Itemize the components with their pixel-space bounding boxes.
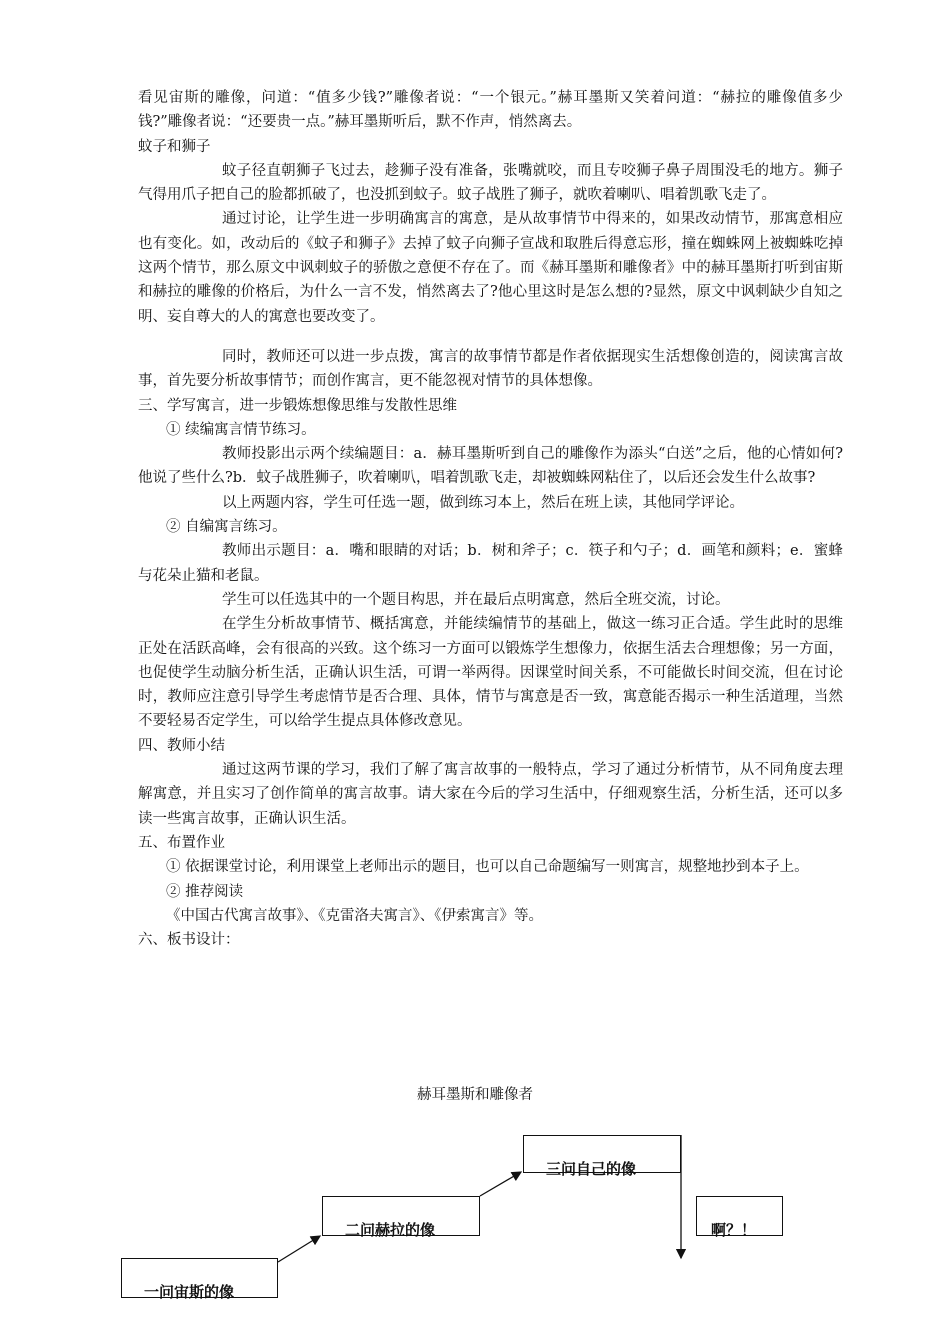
section-heading: 六、板书设计： [138, 932, 240, 949]
section-title: 蚊子和狮子 [138, 138, 211, 155]
paragraph: 教师出示题目：a．嘴和眼睛的对话；b．树和斧子；c．筷子和勺子；d．画笔和颜料；e．蜜蜂与花朵止猫和老鼠。 [138, 543, 843, 584]
section-heading: 三、学写寓言，进一步锻炼想像思维与发散性思维 [138, 397, 457, 414]
sub-heading: ② 自编寓言练习。 [166, 519, 287, 536]
section-heading: 五、布置作业 [138, 834, 225, 851]
board-step2-label: 二问赫拉的像 [345, 1221, 436, 1239]
paragraph: 通过讨论，让学生进一步明确寓言的寓意，是从故事情节中得来的，如果改动情节，那寓意相应也有变化。如，改动后的《蚊子和狮子》去掉了蚊子向狮子宣战和取胜后得意忘形，撞在蜘蛛网上被蜘蛛吃掉这两个情节，那么原文中讽刺蚊子的骄傲之意便不存在了。而《赫耳墨斯和雕像者》中的赫耳墨斯打听到宙斯和赫拉的雕像的价格后，为什么一言不发，悄然离去了?他心里这时是怎么想的?显然，原文中讽刺缺少自知之明、妄自尊大的人的寓意也要改变了。 [138, 211, 843, 325]
paragraph: 通过这两节课的学习，我们了解了寓言故事的一般特点，学习了通过分析情节，从不同角度去理解寓意，并且实习了创作简单的寓言故事。请大家在今后的学习生活中，仔细观察生活，分析生活，还可以多读一些寓言故事，正确认识生活。 [138, 762, 843, 827]
paragraph: 蚊子径直朝狮子飞过去，趁狮子没有准备，张嘴就咬，而且专咬狮子鼻子周围没毛的地方。狮子气得用爪子把自己的脸都抓破了，也没抓到蚊子。蚊子战胜了狮子，就吹着喇叭、唱着凯歌飞走了。 [138, 162, 843, 204]
board-step3-label: 三问自己的像 [546, 1160, 637, 1178]
board-step1-label: 一问宙斯的像 [144, 1283, 235, 1301]
section-heading: 四、教师小结 [138, 737, 225, 754]
paragraph: 《中国古代寓言故事》、《克雷洛夫寓言》、《伊索寓言》等。 [166, 907, 543, 924]
paragraph: 看见宙斯的雕像，问道：“值多少钱?”雕像者说：“一个银元。”赫耳墨斯又笑着问道：“赫拉的雕像值多少钱?”雕像者说：“还要贵一点。”赫耳墨斯听后，默不作声，悄然离去。 [138, 90, 843, 131]
board-result-label: 啊？！ [711, 1221, 757, 1239]
paragraph: 以上两题内容，学生可任选一题，做到练习本上，然后在班上读，其他同学评论。 [222, 494, 744, 511]
board-step1-box [121, 1258, 278, 1301]
paragraph: 教师投影出示两个续编题目：a．赫耳墨斯听到自己的雕像作为添头“白送”之后，他的心情如何?他说了些什么?b．蚊子战胜狮子，吹着喇叭，唱着凯歌飞走，却被蜘蛛网粘住了，以后还会发生什么故事? [138, 446, 843, 487]
paragraph: 在学生分析故事情节、概括寓意，并能续编情节的基础上，做这一练习正合适。学生此时的思维正处在活跃高峰，会有很高的兴致。这个练习一方面可以锻炼学生想像力，依据生活去合理想像；另一方面，也促使学生动脑分析生活，正确认识生活，可谓一举两得。因课堂时间关系，不可能做长时间交流，但在讨论时，教师应注意引导学生考虑情节是否合理、具体，情节与寓意是否一致，寓意能否揭示一种生活道理，当然不要轻易否定学生，可以给学生提点具体修改意见。 [138, 616, 843, 730]
board-title: 赫耳墨斯和雕像者 [417, 1087, 533, 1103]
sub-heading: ② 推荐阅读 [166, 883, 244, 900]
arrow-step2-to-step3 [480, 1172, 521, 1196]
paragraph: 学生可以任选其中的一个题目构思，并在最后点明寓意，然后全班交流，讨论。 [222, 591, 730, 608]
sub-heading: ① 续编寓言情节练习。 [166, 421, 316, 438]
board-step3-box [523, 1135, 681, 1178]
paragraph: 同时，教师还可以进一步点拨，寓言的故事情节都是作者依据现实生活想像创造的，阅读寓言故事，首先要分析故事情节；而创作寓言，更不能忽视对情节的具体想像。 [138, 348, 843, 390]
board-result-box [696, 1196, 783, 1239]
paragraph: ① 依据课堂讨论，利用课堂上老师出示的题目，也可以自己命题编写一则寓言，规整地抄到本子上。 [166, 859, 809, 876]
arrow-step1-to-step2 [278, 1236, 320, 1262]
board-step2-box [322, 1196, 480, 1239]
